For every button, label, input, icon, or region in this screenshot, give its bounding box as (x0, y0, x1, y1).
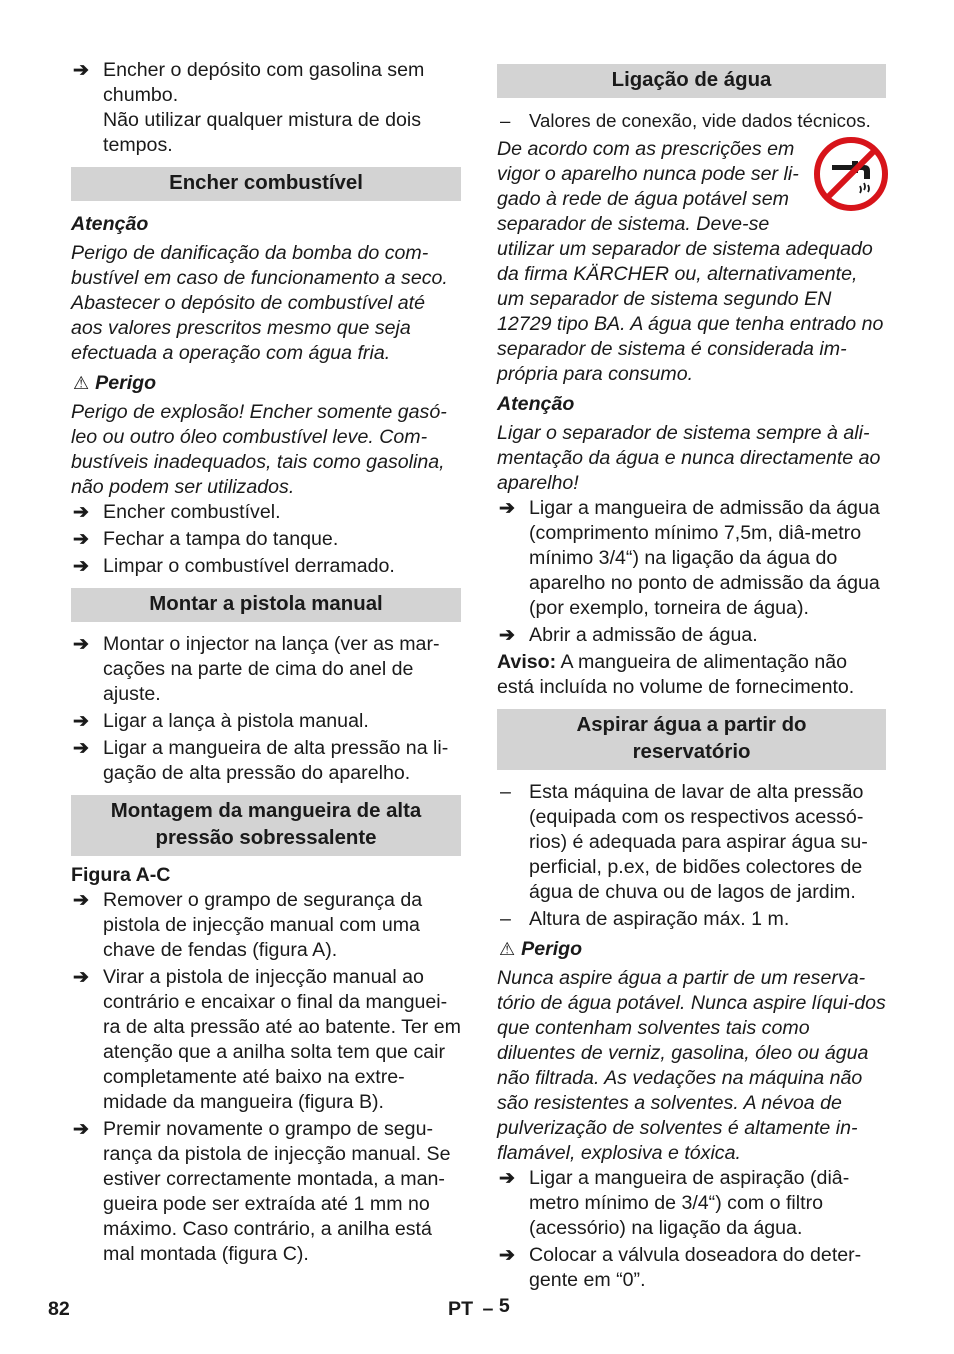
step-item (71, 888, 461, 963)
arrow-icon: ➔ (499, 1168, 515, 1189)
section-code: PT (448, 1298, 474, 1320)
step-text: Fechar a tampa do tanque. (103, 528, 339, 550)
step-item (497, 496, 886, 621)
step-item (71, 58, 461, 108)
arrow-icon: ➔ (73, 890, 89, 911)
section-page: 5 (498, 1295, 510, 1317)
dash-item (497, 907, 886, 932)
step-text: Remover o grampo de segurança da pistola de injecção manual com uma chave de fendas (figura A). (103, 889, 423, 961)
footer-section (448, 1297, 510, 1322)
step-text: Montar o injector na lança (ver as mar-cações na parte de cima do anel de ajuste. (103, 633, 440, 705)
arrow-icon: ➔ (73, 711, 89, 732)
step-text: Colocar a válvula doseadora do deter-gente em “0”. (529, 1244, 862, 1291)
heading-line: reservatório (632, 741, 751, 763)
step-item (71, 965, 461, 1115)
dash-text: Altura de aspiração máx. 1 m. (529, 908, 790, 930)
dash-bullet: – (500, 908, 511, 930)
step-item (71, 1117, 461, 1267)
step-item (497, 1243, 886, 1293)
arrow-icon: ➔ (73, 60, 89, 81)
step-text: Ligar a mangueira de alta pressão na li-gação de alta pressão do aparelho. (103, 737, 449, 784)
step-text: Encher combustível. (103, 501, 281, 523)
section-heading-gun: Montar a pistola manual (71, 588, 461, 622)
prescription-text: De acordo com as prescrições em vigor o aparelho nunca pode ser li-gado à rede de água potável sem separador de sistema. Deve-se utilizar um separador de sistema adequado da firma KÄRCHER ou, alternativamente, um separador de sistema segundo EN 12729 tipo BA. A água que tenha entrado no separador de sistema é considerada im-própria para consumo. (497, 138, 884, 385)
arrow-icon: ➔ (73, 967, 89, 988)
step-item (71, 500, 461, 525)
section-heading-suction (497, 709, 886, 770)
danger-heading (71, 371, 461, 396)
arrow-icon: ➔ (499, 498, 515, 519)
step-item (71, 554, 461, 579)
step-text: Ligar a lança à pistola manual. (103, 710, 369, 732)
section-heading-water: Ligação de água (497, 64, 886, 98)
attention-text: Ligar o separador de sistema sempre à ali-mentação da água e nunca directamente ao aparelho! (497, 422, 881, 494)
notice-paragraph (497, 650, 886, 700)
notice-label: Aviso: (497, 651, 557, 673)
step-item (497, 623, 886, 648)
step-continuation: Não utilizar qualquer mistura de dois tempos. (103, 109, 422, 156)
heading-line: Montagem da mangueira de alta (110, 800, 422, 822)
step-text: Ligar a mangueira de admissão da água (comprimento mínimo 7,5m, diâ-metro mínimo 3/4“) na ligação da água do aparelho no ponto de admissão da água (por exemplo, torneira de água). (529, 497, 880, 619)
prescription-block (497, 137, 886, 387)
left-column (71, 58, 461, 1267)
arrow-icon: ➔ (73, 529, 89, 550)
attention-text: Perigo de danificação da bomba do com-bustível em caso de funcionamento a seco. Abastecer o depósito de combustível até aos valores prescritos mesmo que seja efectuada a operação com água fria. (71, 242, 448, 364)
no-drinking-water-icon (812, 135, 890, 213)
notice-text: A mangueira de alimentação não está incluída no volume de fornecimento. (497, 651, 855, 698)
arrow-icon: ➔ (73, 556, 89, 577)
danger-label: Perigo (521, 938, 583, 960)
dash-bullet: – (500, 781, 511, 803)
footer-dash: – (482, 1298, 494, 1320)
dash-item (497, 108, 886, 133)
step-item (71, 709, 461, 734)
arrow-icon: ➔ (73, 634, 89, 655)
step-item (71, 736, 461, 786)
heading-line: pressão sobressalente (155, 827, 377, 849)
attention-label: Atenção (497, 393, 575, 415)
section-heading-hose (71, 795, 461, 856)
step-item (497, 1166, 886, 1241)
step-text: Virar a pistola de injecção manual ao contrário e encaixar o final da manguei-ra de alta pressão até ao batente. Ter em atenção que a anilha solta tem que cair completamente até baixo na extre-midade da mangueira (figura B). (103, 966, 461, 1113)
page-number: 82 (48, 1298, 70, 1320)
step-text: Premir novamente o grampo de segu-rança da pistola de injecção manual. Se estiver correctamente montada, a man-gueira pode ser extraída até 1 mm no máximo. Caso contrário, a anilha está mal montada (figura C). (103, 1118, 451, 1265)
arrow-icon: ➔ (73, 502, 89, 523)
danger-heading (497, 937, 886, 962)
dash-bullet: – (500, 110, 511, 131)
warning-icon: ⚠ (499, 939, 516, 959)
arrow-icon: ➔ (73, 738, 89, 759)
danger-label: Perigo (95, 372, 157, 394)
step-item (71, 632, 461, 707)
step-text: Encher o depósito com gasolina sem chumbo. (103, 59, 425, 106)
right-column (497, 64, 886, 1293)
step-text: Limpar o combustível derramado. (103, 555, 395, 577)
attention-label: Atenção (71, 213, 149, 235)
step-text: Abrir a admissão de água. (529, 624, 758, 646)
arrow-icon: ➔ (73, 1119, 89, 1140)
danger-text: Perigo de explosão! Encher somente gasó-leo ou outro óleo combustível leve. Com-bustíveis inadequados, tais como gasolina, não podem ser utilizados. (71, 401, 447, 498)
arrow-icon: ➔ (499, 1245, 515, 1266)
warning-icon: ⚠ (73, 373, 90, 393)
heading-line: Aspirar água a partir do (576, 714, 807, 736)
dash-text: Esta máquina de lavar de alta pressão (equipada com os respectivos acessó-rios) é adequada para aspirar água su-perficial, p.ex, de bidões colectores de água de chuva ou de lagos de jardim. (529, 781, 868, 903)
section-heading-fuel: Encher combustível (71, 167, 461, 201)
step-text: Ligar a mangueira de aspiração (diâ-metro mínimo de 3/4“) com o filtro (acessório) na ligação da água. (529, 1167, 850, 1239)
dash-item (497, 780, 886, 905)
step-item (71, 527, 461, 552)
figure-label: Figura A-C (71, 864, 171, 886)
arrow-icon: ➔ (499, 625, 515, 646)
danger-text: Nunca aspire água a partir de um reserva-tório de água potável. Nunca aspire líqui-dos que contenham solventes tais como diluentes de verniz, gasolina, óleo ou água não filtrada. As vedações na máquina não são resistentes a solventes. A névoa de pulverização de solventes é altamente in-flamável, explosiva e tóxica. (497, 967, 886, 1164)
dash-text: Valores de conexão, vide dados técnicos. (529, 110, 871, 131)
